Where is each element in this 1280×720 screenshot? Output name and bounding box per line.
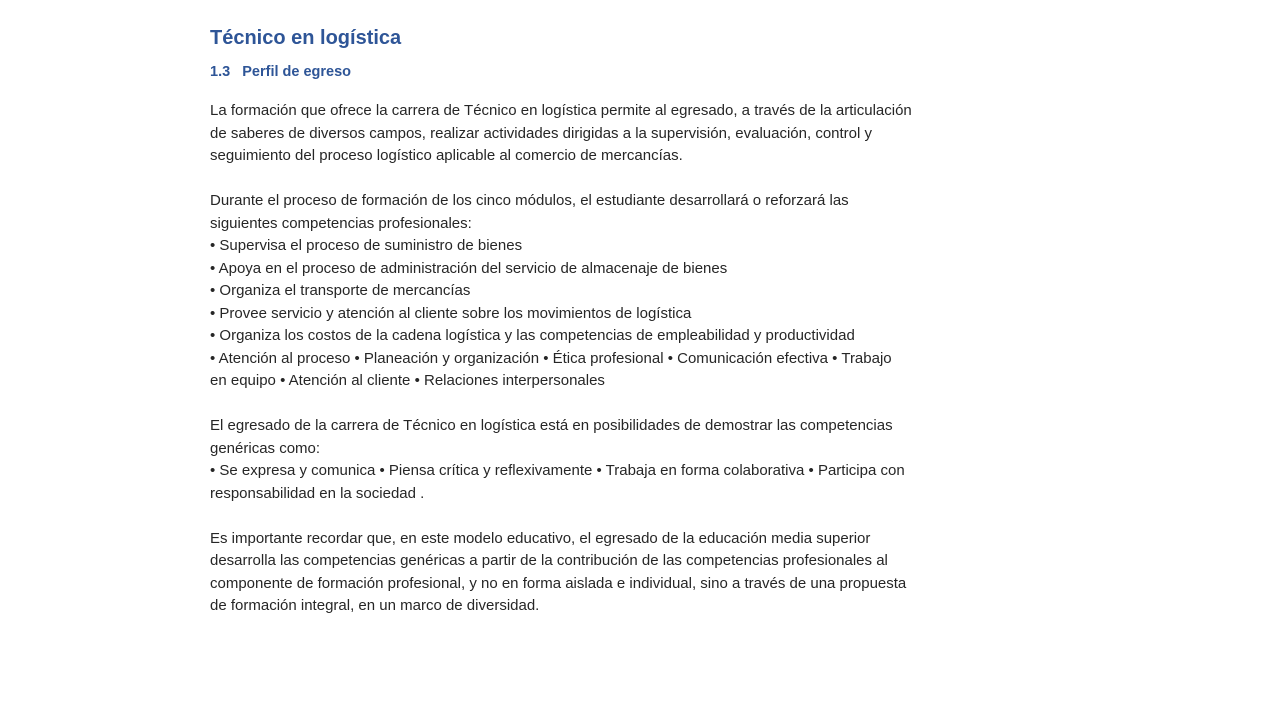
paragraph-line: desarrolla las competencias genéricas a partir de la contribución de las competencias profesionales al [210,552,888,569]
bullet-item: • Supervisa el proceso de suministro de bienes [210,237,523,254]
paragraph-line: El egresado de la carrera de Técnico en logística está en posibilidades de demostrar las competencias [210,417,893,434]
paragraph-line: componente de formación profesional, y no en forma aislada e individual, sino a través de una propuesta [210,574,907,592]
paragraph-line: de saberes de diversos campos, realizar actividades dirigidas a la supervisión, evaluación, control y [210,124,873,142]
page-title: Técnico en logística [210,27,402,49]
section-heading: 1.3 Perfil de egreso [210,64,352,80]
paragraph-conclusion [210,528,1020,618]
bullet-item: • Provee servicio y atención al cliente sobre los movimientos de logística [210,304,692,322]
paragraph-spacer [210,168,1020,191]
paragraph-line: La formación que ofrece la carrera de Técnico en logística permite al egresado, a través de la articulación [210,102,912,119]
bullet-item: • Organiza el transporte de mercancías [210,282,471,299]
bullet-item: • Se expresa y comunica • Piensa crítica y reflexivamente • Trabaja en forma colaborativa • Participa con [210,462,905,479]
paragraph-professional-competencies [210,190,1020,393]
bullet-item: • Organiza los costos de la cadena logística y las competencias de empleabilidad y productividad [210,327,855,344]
paragraph-line: de formación integral, en un marco de diversidad. [210,597,540,614]
document-page [210,24,1020,618]
bullet-item: • Atención al proceso • Planeación y organización • Ética profesional • Comunicación efectiva • Trabajo [210,349,892,367]
bullet-item: responsabilidad en la sociedad . [210,484,425,502]
paragraph-line: seguimiento del proceso logístico aplicable al comercio de mercancías. [210,147,683,164]
paragraph-intro [210,100,1020,168]
paragraph-line: siguientes competencias profesionales: [210,214,472,232]
paragraph-spacer [210,505,1020,528]
paragraph-line: Durante el proceso de formación de los cinco módulos, el estudiante desarrollará o reforzará las [210,192,849,209]
paragraph-line: Es importante recordar que, en este modelo educativo, el egresado de la educación media superior [210,529,871,547]
bullet-item: en equipo • Atención al cliente • Relaciones interpersonales [210,372,605,389]
paragraph-line: genéricas como: [210,439,321,457]
paragraph-generic-competencies [210,415,1020,505]
bullet-item: • Apoya en el proceso de administración del servicio de almacenaje de bienes [210,259,728,277]
paragraph-spacer [210,393,1020,416]
